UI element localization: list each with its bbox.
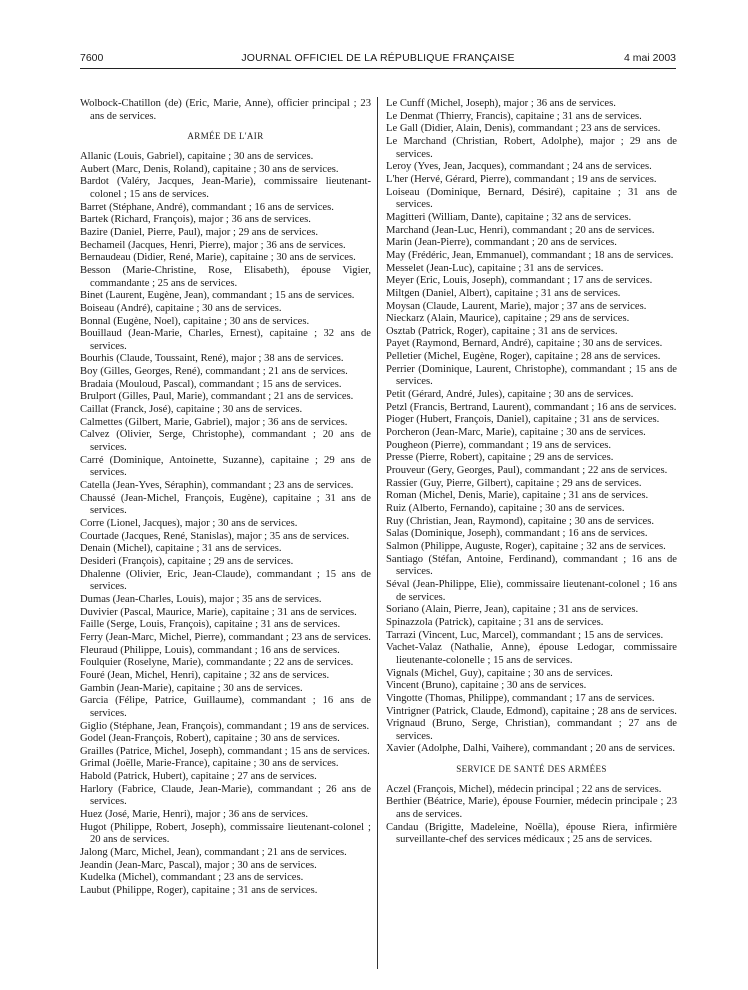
list-entry: Garcia (Félipe, Patrice, Guillaume), commandant ; 16 ans de services. xyxy=(80,695,371,719)
list-entry: Boiseau (André), capitaine ; 30 ans de services. xyxy=(80,302,282,314)
list-entry: Nieckarz (Alain, Maurice), capitaine ; 29 ans de services. xyxy=(386,313,630,325)
list-entry: Leroy (Yves, Jean, Jacques), commandant ; 24 ans de services. xyxy=(386,161,652,173)
list-entry: Le Cunff (Michel, Joseph), major ; 36 ans de services. xyxy=(386,98,616,109)
list-entry: Ferry (Jean-Marc, Michel, Pierre), commandant ; 23 ans de services. xyxy=(80,631,371,643)
list-entry: Aczel (François, Michel), médecin principal ; 22 ans de services. xyxy=(386,783,662,795)
list-entry: Bazire (Daniel, Pierre, Paul), major ; 29 ans de services. xyxy=(80,226,318,238)
list-entry: Bernaudeau (Didier, René, Marie), capitaine ; 30 ans de services. xyxy=(80,252,356,264)
list-entry: Vrignaud (Bruno, Serge, Christian), commandant ; 27 ans de services. xyxy=(386,718,677,742)
list-entry: Godel (Jean-François, Robert), capitaine ; 30 ans de services. xyxy=(80,733,340,745)
list-entry: Prouveur (Gery, Georges, Paul), commandant ; 22 ans de services. xyxy=(386,465,668,477)
service-de-sante-list xyxy=(386,784,677,847)
list-entry: Jeandin (Jean-Marc, Pascal), major ; 30 ans de services. xyxy=(80,859,317,871)
section-title-armee-de-l-air: ARMÉE DE L'AIR xyxy=(187,131,264,142)
list-entry: Le Gall (Didier, Alain, Denis), commandant ; 23 ans de services. xyxy=(386,123,661,135)
list-entry: Duvivier (Pascal, Maurice, Marie), capitaine ; 31 ans de services. xyxy=(80,606,357,618)
list-entry: Calmettes (Gilbert, Marie, Gabriel), major ; 36 ans de services. xyxy=(80,416,348,428)
list-entry: Miltgen (Daniel, Albert), capitaine ; 31 ans de services. xyxy=(386,287,621,299)
list-entry: Calvez (Olivier, Serge, Christophe), commandant ; 20 ans de services. xyxy=(80,429,371,454)
list-entry: Xavier (Adolphe, Dalhi, Vaihere), commandant ; 20 ans de services. xyxy=(386,743,675,755)
journal-title: JOURNAL OFFICIEL DE LA RÉPUBLIQUE FRANÇAISE xyxy=(241,52,515,64)
list-entry: Vingotte (Thomas, Philippe), commandant ; 17 ans de services. xyxy=(386,692,655,704)
list-entry: Laubut (Philippe, Roger), capitaine ; 31 ans de services. xyxy=(80,885,318,897)
list-entry: Bradaia (Mouloud, Pascal), commandant ; 15 ans de services. xyxy=(80,378,342,390)
list-entry: Caillat (Franck, José), capitaine ; 30 ans de services. xyxy=(80,404,303,416)
list-entry: Corre (Lionel, Jacques), major ; 30 ans de services. xyxy=(80,518,298,529)
list-entry: Loiseau (Dominique, Bernard, Désiré), capitaine ; 31 ans de services. xyxy=(386,186,677,211)
list-entry: L'her (Hervé, Gérard, Pierre), commandant ; 19 ans de services. xyxy=(386,173,657,185)
list-entry: Grailles (Patrice, Michel, Joseph), commandant ; 15 ans de services. xyxy=(80,745,370,757)
list-entry: Salmon (Philippe, Auguste, Roger), capitaine ; 32 ans de services. xyxy=(386,540,666,552)
list-entry: Dhalenne (Olivier, Eric, Jean-Claude), commandant ; 15 ans de services. xyxy=(80,568,371,593)
list-entry: Pelletier (Michel, Eugène, Roger), capitaine ; 28 ans de services. xyxy=(386,351,661,363)
list-entry: Marchand (Jean-Luc, Henri), commandant ; 20 ans de services. xyxy=(386,224,655,236)
header-rule xyxy=(80,68,676,69)
issue-date: 4 mai 2003 xyxy=(624,52,676,64)
list-entry: Magitteri (William, Dante), capitaine ; 32 ans de services. xyxy=(386,211,632,223)
list-entry: Catella (Jean-Yves, Séraphin), commandant ; 23 ans de services. xyxy=(80,480,354,492)
list-entry: Giglio (Stéphane, Jean, François), commandant ; 19 ans de services. xyxy=(80,720,370,732)
list-entry: Marin (Jean-Pierre), commandant ; 20 ans de services. xyxy=(386,237,617,249)
list-entry: Petit (Gérard, André, Jules), capitaine ; 30 ans de services. xyxy=(386,389,634,401)
list-entry: Séval (Jean-Philippe, Elie), commissaire lieutenant-colonel ; 16 ans de services. xyxy=(386,578,677,603)
list-entry: Bonnal (Eugène, Noel), capitaine ; 30 ans de services. xyxy=(80,315,310,327)
list-entry: Habold (Patrick, Hubert), capitaine ; 27 ans de services. xyxy=(80,771,317,783)
list-entry: Bartek (Richard, François), major ; 36 ans de services. xyxy=(80,214,311,226)
list-entry: Berthier (Béatrice, Marie), épouse Fournier, médecin principale ; 23 ans de services. xyxy=(386,796,677,821)
list-entry: Fleuraud (Philippe, Louis), commandant ; 16 ans de services. xyxy=(80,644,340,656)
list-entry: Faille (Serge, Louis, François), capitaine ; 31 ans de services. xyxy=(80,619,341,631)
page-header xyxy=(80,52,676,66)
list-entry: Huez (José, Marie, Henri), major ; 36 ans de services. xyxy=(80,809,308,821)
list-entry: Boy (Gilles, Georges, René), commandant ; 21 ans de services. xyxy=(80,366,348,378)
page-number: 7600 xyxy=(80,52,104,64)
list-entry: Chaussé (Jean-Michel, François, Eugène), capitaine ; 31 ans de services. xyxy=(80,492,371,517)
armee-de-l-air-list xyxy=(80,151,371,898)
list-entry: Rassier (Guy, Pierre, Gilbert), capitaine ; 29 ans de services. xyxy=(386,477,642,489)
list-entry: Wolbock-Chatillon (de) (Eric, Marie, Anne), officier principal ; 23 ans de services. xyxy=(80,98,371,122)
list-entry: Vignals (Michel, Guy), capitaine ; 30 ans de services. xyxy=(386,667,613,679)
list-entry: Gambin (Jean-Marie), capitaine ; 30 ans de services. xyxy=(80,682,303,694)
list-entry: Bourhis (Claude, Toussaint, René), major ; 38 ans de services. xyxy=(80,353,344,365)
column-divider xyxy=(377,97,378,969)
list-entry: Moysan (Claude, Laurent, Marie), major ; 37 ans de services. xyxy=(386,300,647,312)
list-entry: Barret (Stéphane, André), commandant ; 16 ans de services. xyxy=(80,201,334,213)
list-entry: Foulquier (Roselyne, Marie), commandante ; 22 ans de services. xyxy=(80,657,354,669)
list-entry: Vachet-Valaz (Nathalie, Anne), épouse Ledogar, commissaire lieutenante-colonelle ; 15 ans de services. xyxy=(386,642,677,666)
list-entry: Vincent (Bruno), capitaine ; 30 ans de services. xyxy=(386,680,587,692)
list-entry: Bardot (Valéry, Jacques, Jean-Marie), commissaire lieutenant-colonel ; 15 ans de services. xyxy=(80,176,371,200)
list-entry: May (Frédéric, Jean, Emmanuel), commandant ; 18 ans de services. xyxy=(386,249,674,261)
list-entry: Denain (Michel), capitaine ; 31 ans de services. xyxy=(80,543,282,555)
list-entry: Harlory (Fabrice, Claude, Jean-Marie), commandant ; 26 ans de services. xyxy=(80,783,371,808)
list-entry: Petzl (Francis, Bertrand, Laurent), commandant ; 16 ans de services. xyxy=(386,401,677,413)
left-column xyxy=(80,98,371,898)
list-entry: Desideri (François), capitaine ; 29 ans de services. xyxy=(80,555,294,567)
list-entry: Binet (Laurent, Eugène, Jean), commandant ; 15 ans de services. xyxy=(80,290,355,302)
list-entry: Bechameil (Jacques, Henri, Pierre), major ; 36 ans de services. xyxy=(80,239,346,251)
list-entry: Jalong (Marc, Michel, Jean), commandant ; 21 ans de services. xyxy=(80,847,347,859)
list-entry: Courtade (Jacques, René, Stanislas), major ; 35 ans de services. xyxy=(80,530,350,542)
list-entry: Vintrigner (Patrick, Claude, Edmond), capitaine ; 28 ans de services. xyxy=(386,705,677,717)
right-column xyxy=(386,98,677,847)
list-entry: Spinazzola (Patrick), capitaine ; 31 ans de services. xyxy=(386,616,604,628)
armee-de-l-air-list-continued xyxy=(386,98,677,756)
list-entry: Allanic (Louis, Gabriel), capitaine ; 30 ans de services. xyxy=(80,150,314,162)
list-entry: Aubert (Marc, Denis, Roland), capitaine ; 30 ans de services. xyxy=(80,163,339,175)
list-entry: Presse (Pierre, Robert), capitaine ; 29 ans de services. xyxy=(386,452,614,464)
list-entry: Perrier (Dominique, Laurent, Christophe), commandant ; 15 ans de services. xyxy=(386,363,677,388)
list-entry: Payet (Raymond, Bernard, André), capitaine ; 30 ans de services. xyxy=(386,338,663,350)
list-entry: Osztab (Patrick, Roger), capitaine ; 31 ans de services. xyxy=(386,325,618,337)
list-entry: Bouillaud (Jean-Marie, Charles, Ernest), capitaine ; 32 ans de services. xyxy=(80,328,371,352)
list-entry: Santiago (Stéfan, Antoine, Ferdinand), commandant ; 16 ans de services. xyxy=(386,553,677,578)
list-entry: Le Marchand (Christian, Robert, Adolphe), major ; 29 ans de services. xyxy=(386,135,677,160)
section-title-service-de-sante: SERVICE DE SANTÉ DES ARMÉES xyxy=(456,764,607,775)
list-entry: Messelet (Jean-Luc), capitaine ; 31 ans de services. xyxy=(386,262,604,274)
list-entry: Pioger (Hubert, François, Daniel), capitaine ; 31 ans de services. xyxy=(386,414,660,426)
list-entry: Soriano (Alain, Pierre, Jean), capitaine ; 31 ans de services. xyxy=(386,604,639,616)
list-entry: Brulport (Gilles, Paul, Marie), commandant ; 21 ans de services. xyxy=(80,391,354,403)
list-entry: Salas (Dominique, Joseph), commandant ; 16 ans de services. xyxy=(386,528,648,540)
list-entry: Grimal (Joëlle, Marie-France), capitaine ; 30 ans de services. xyxy=(80,758,339,770)
list-entry: Pougheon (Pierre), commandant ; 19 ans de services. xyxy=(386,439,612,451)
list-entry: Dumas (Jean-Charles, Louis), major ; 35 ans de services. xyxy=(80,593,322,605)
intro-entries xyxy=(80,98,371,123)
list-entry: Porcheron (Jean-Marc, Marie), capitaine ; 30 ans de services. xyxy=(386,427,646,439)
list-entry: Meyer (Eric, Louis, Joseph), commandant ; 17 ans de services. xyxy=(386,275,653,287)
list-entry: Besson (Marie-Christine, Rose, Elisabeth), épouse Vigier, commandante ; 25 ans de services. xyxy=(80,264,371,289)
list-entry: Ruiz (Alberto, Fernando), capitaine ; 30 ans de services. xyxy=(386,503,625,514)
list-entry: Hugot (Philippe, Robert, Joseph), commissaire lieutenant-colonel ; 20 ans de services. xyxy=(80,821,371,846)
list-entry: Le Denmat (Thierry, Francis), capitaine ; 31 ans de services. xyxy=(386,110,642,122)
list-entry: Tarrazi (Vincent, Luc, Marcel), commandant ; 15 ans de services. xyxy=(386,629,664,641)
list-entry: Ruy (Christian, Jean, Raymond), capitaine ; 30 ans de services. xyxy=(386,515,655,527)
list-entry: Carré (Dominique, Antoinette, Suzanne), capitaine ; 29 ans de services. xyxy=(80,454,371,479)
list-entry: Kudelka (Michel), commandant ; 23 ans de services. xyxy=(80,872,304,884)
list-entry: Candau (Brigitte, Madeleine, Noëlla), épouse Riera, infirmière surveillante-chef des services médicaux ; 25 ans de services. xyxy=(386,821,677,846)
list-entry: Roman (Michel, Denis, Marie), capitaine ; 31 ans de services. xyxy=(386,490,649,502)
list-entry: Fouré (Jean, Michel, Henri), capitaine ; 32 ans de services. xyxy=(80,669,330,681)
